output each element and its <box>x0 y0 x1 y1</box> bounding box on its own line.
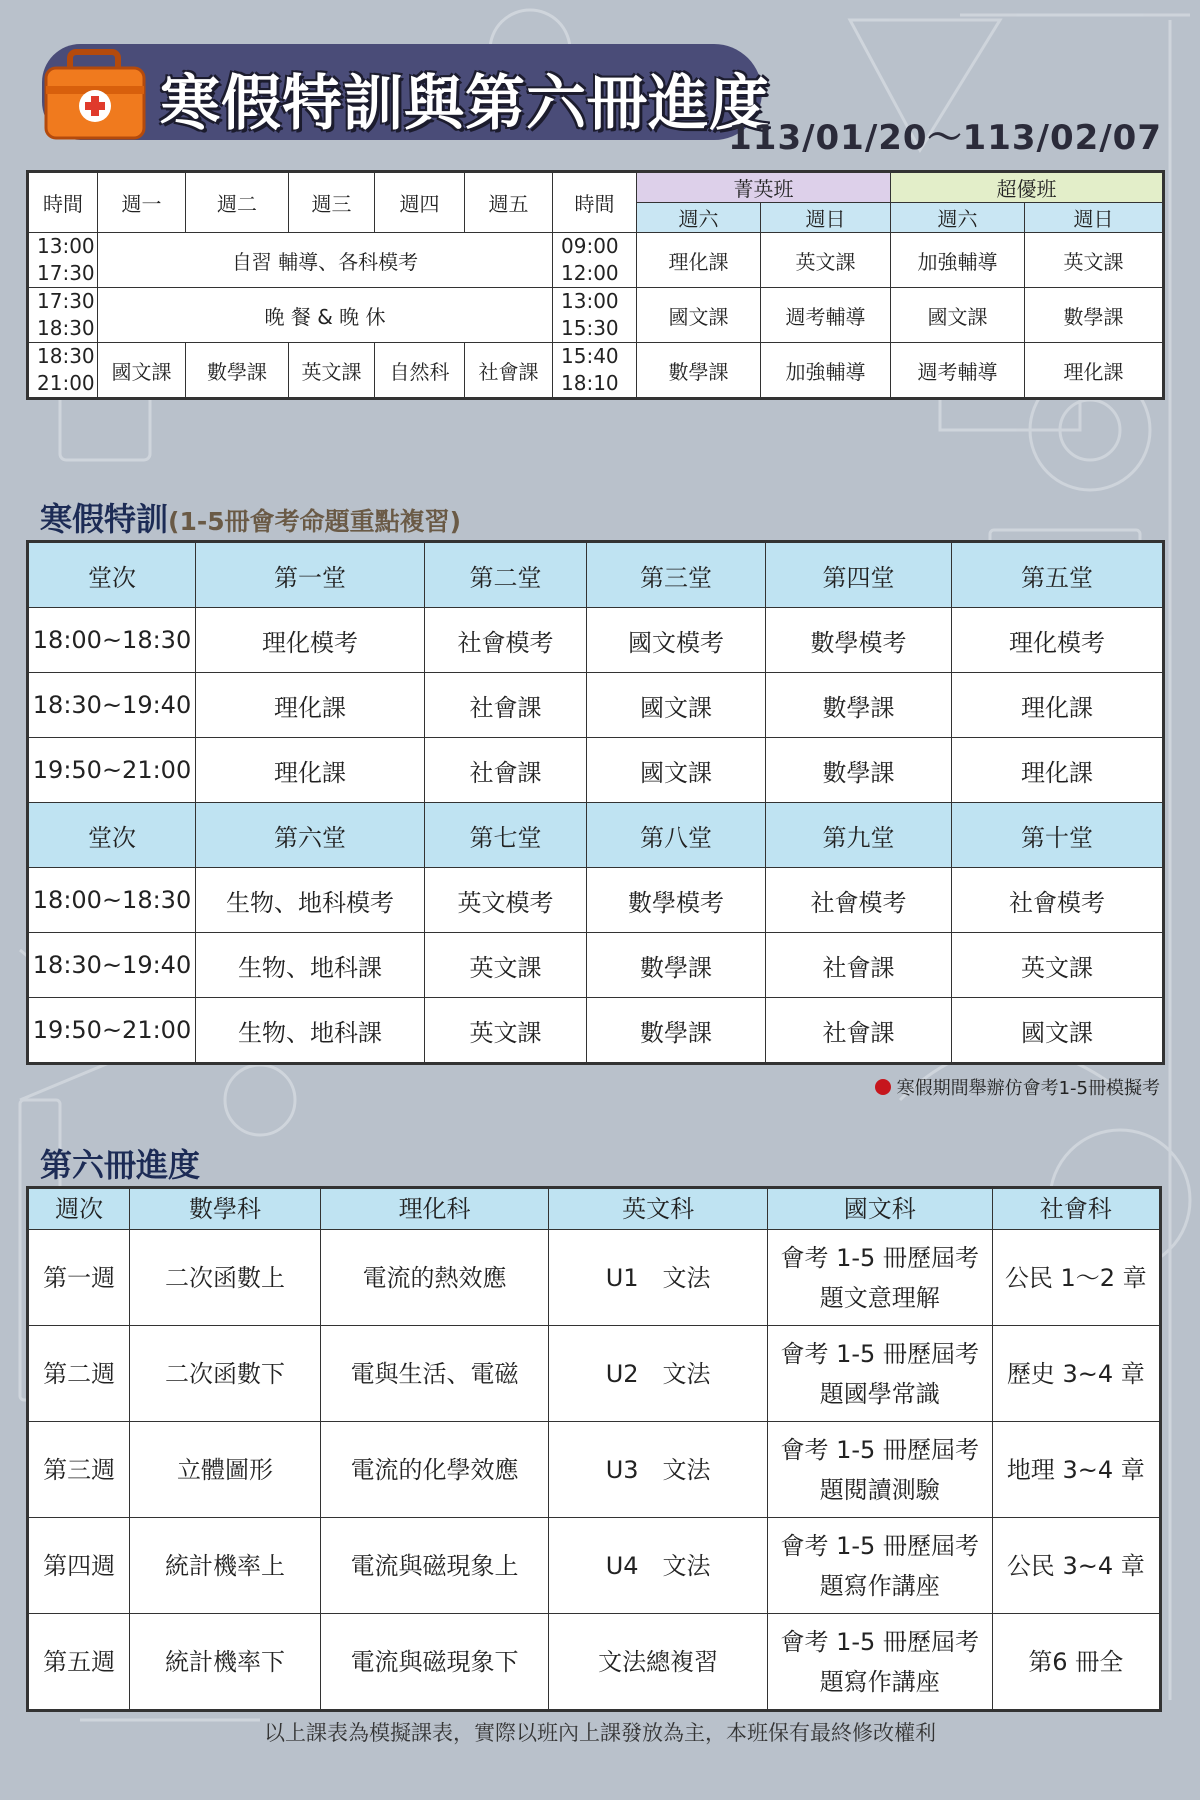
header-cell: 第六堂 <box>196 803 425 868</box>
table-row <box>28 738 1164 803</box>
schedule-cell: 英文課 <box>1025 233 1164 288</box>
table-cell: 社會課 <box>425 738 587 803</box>
class-b-header: 超優班 <box>891 172 1164 203</box>
table-cell: 地理 3~4 章 <box>992 1422 1160 1518</box>
table-cell: 英文課 <box>425 998 587 1064</box>
sat-header: 週六 <box>637 203 761 233</box>
table-cell: 統計機率下 <box>130 1614 321 1711</box>
table-cell: 理化模考 <box>952 608 1164 673</box>
time-header: 時間 <box>28 172 98 233</box>
table-row <box>28 1518 1161 1614</box>
header-cell: 第八堂 <box>587 803 766 868</box>
table-row <box>28 1422 1161 1518</box>
footer-disclaimer: 以上課表為模擬課表，實際以班內上課發放為主，本班保有最終修改權利 <box>264 1721 936 1745</box>
schedule-cell: 英文課 <box>761 233 891 288</box>
table-cell: 歷史 3~4 章 <box>992 1326 1160 1422</box>
table-cell: 理化課 <box>196 738 425 803</box>
time-cell: 17:30 18:30 <box>28 288 98 343</box>
schedule-cell: 國文課 <box>98 343 186 399</box>
class-a-header: 菁英班 <box>637 172 891 203</box>
table-cell: 國文課 <box>952 998 1164 1064</box>
table-cell: 國文模考 <box>587 608 766 673</box>
table-cell: 立體圖形 <box>130 1422 321 1518</box>
header-cell: 國文科 <box>767 1188 992 1230</box>
table-cell: 19:50~21:00 <box>28 738 196 803</box>
header-cell: 第九堂 <box>766 803 952 868</box>
table-header-row <box>28 1188 1161 1230</box>
table-cell: 英文課 <box>952 933 1164 998</box>
mock-exam-note <box>875 1074 1160 1100</box>
table-cell: 18:00~18:30 <box>28 868 196 933</box>
table-cell: 電流的熱效應 <box>320 1230 549 1326</box>
table-cell: 電流與磁現象上 <box>320 1518 549 1614</box>
table-cell: 理化模考 <box>196 608 425 673</box>
table-cell: 18:00~18:30 <box>28 608 196 673</box>
header-cell: 社會科 <box>992 1188 1160 1230</box>
table-cell: 第四週 <box>28 1518 130 1614</box>
table-cell: 第6 冊全 <box>992 1614 1160 1711</box>
table-cell: 會考 1-5 冊歷屆考 題寫作講座 <box>767 1518 992 1614</box>
table-cell: 電與生活、電磁 <box>320 1326 549 1422</box>
table-cell: 第三週 <box>28 1422 130 1518</box>
schedule-cell: 理化課 <box>1025 343 1164 399</box>
note-text: 寒假期間舉辦仿會考1-5冊模擬考 <box>896 1078 1160 1099</box>
time-cell: 13:00 17:30 <box>28 233 98 288</box>
table-row <box>28 998 1164 1064</box>
table-cell: 理化課 <box>952 673 1164 738</box>
time-cell: 09:00 12:00 <box>553 233 637 288</box>
table-row <box>28 608 1164 673</box>
weekday-header: 週一 <box>98 172 186 233</box>
schedule-cell: 數學課 <box>637 343 761 399</box>
schedule-cell: 加強輔導 <box>761 343 891 399</box>
header-cell: 英文科 <box>549 1188 768 1230</box>
table-row <box>28 868 1164 933</box>
progress-table <box>26 1186 1162 1712</box>
merged-cell: 晚 餐 & 晚 休 <box>98 288 553 343</box>
weekday-header: 週二 <box>186 172 289 233</box>
table-cell: 數學模考 <box>766 608 952 673</box>
header-cell: 第二堂 <box>425 542 587 608</box>
sun-header: 週日 <box>761 203 891 233</box>
table-cell: 生物、地科課 <box>196 998 425 1064</box>
table-cell: 公民 1～2 章 <box>992 1230 1160 1326</box>
first-aid-kit-icon <box>40 48 150 143</box>
table-cell: 二次函數下 <box>130 1326 321 1422</box>
header-cell: 週次 <box>28 1188 130 1230</box>
table-cell: 數學模考 <box>587 868 766 933</box>
table-cell: 數學課 <box>587 998 766 1064</box>
table-row <box>28 1230 1161 1326</box>
progress-section-title: 第六冊進度 <box>40 1146 201 1184</box>
winter-table <box>26 540 1165 1065</box>
table-cell: 19:50~21:00 <box>28 998 196 1064</box>
header-cell: 第七堂 <box>425 803 587 868</box>
date-range: 113/01/20～113/02/07 <box>728 118 1162 158</box>
sun-header: 週日 <box>1025 203 1164 233</box>
weekly-schedule-table <box>26 170 1165 400</box>
time-cell: 13:00 15:30 <box>553 288 637 343</box>
table-cell: 第二週 <box>28 1326 130 1422</box>
schedule-cell: 國文課 <box>891 288 1025 343</box>
table-cell: 生物、地科課 <box>196 933 425 998</box>
table-cell: U3 文法 <box>549 1422 768 1518</box>
table-cell: 會考 1-5 冊歷屆考 題國學常識 <box>767 1326 992 1422</box>
table-cell: 18:30~19:40 <box>28 673 196 738</box>
table-row <box>28 1326 1161 1422</box>
table-header-row <box>28 803 1164 868</box>
table-cell: 理化課 <box>952 738 1164 803</box>
header-cell: 第四堂 <box>766 542 952 608</box>
table-cell: 社會模考 <box>952 868 1164 933</box>
time-cell: 18:30 21:00 <box>28 343 98 399</box>
header-cell: 第十堂 <box>952 803 1164 868</box>
table-cell: 理化課 <box>196 673 425 738</box>
weekday-header: 週四 <box>375 172 465 233</box>
schedule-cell: 社會課 <box>465 343 553 399</box>
header-cell: 第五堂 <box>952 542 1164 608</box>
table-cell: 電流與磁現象下 <box>320 1614 549 1711</box>
weekday-header: 週五 <box>465 172 553 233</box>
table-cell: 統計機率上 <box>130 1518 321 1614</box>
table-row <box>28 673 1164 738</box>
header-cell: 第三堂 <box>587 542 766 608</box>
table-cell: 英文課 <box>425 933 587 998</box>
header-cell: 堂次 <box>28 542 196 608</box>
table-cell: 數學課 <box>766 738 952 803</box>
schedule-cell: 數學課 <box>186 343 289 399</box>
header-cell: 數學科 <box>130 1188 321 1230</box>
red-dot-icon <box>875 1079 891 1095</box>
table-cell: 社會模考 <box>766 868 952 933</box>
sat-header: 週六 <box>891 203 1025 233</box>
table-cell: 國文課 <box>587 738 766 803</box>
table-cell: 公民 3~4 章 <box>992 1518 1160 1614</box>
table-cell: U2 文法 <box>549 1326 768 1422</box>
table-cell: 社會課 <box>425 673 587 738</box>
table-header-row <box>28 542 1164 608</box>
schedule-cell: 國文課 <box>637 288 761 343</box>
table-cell: 數學課 <box>766 673 952 738</box>
header-cell: 理化科 <box>320 1188 549 1230</box>
table-cell: 會考 1-5 冊歷屆考 題閱讀測驗 <box>767 1422 992 1518</box>
time-header-right: 時間 <box>553 172 637 233</box>
table-cell: 第一週 <box>28 1230 130 1326</box>
schedule-cell: 數學課 <box>1025 288 1164 343</box>
winter-section-subtitle: (1-5冊會考命題重點複習) <box>168 507 462 536</box>
time-cell: 15:40 18:10 <box>553 343 637 399</box>
table-cell: 第五週 <box>28 1614 130 1711</box>
table-cell: 18:30~19:40 <box>28 933 196 998</box>
table-cell: U4 文法 <box>549 1518 768 1614</box>
table-cell: 電流的化學效應 <box>320 1422 549 1518</box>
schedule-cell: 加強輔導 <box>891 233 1025 288</box>
table-cell: 社會模考 <box>425 608 587 673</box>
table-cell: 會考 1-5 冊歷屆考 題寫作講座 <box>767 1614 992 1711</box>
table-cell: U1 文法 <box>549 1230 768 1326</box>
schedule-cell: 週考輔導 <box>761 288 891 343</box>
table-cell: 數學課 <box>587 933 766 998</box>
winter-section-title: 寒假特訓(1-5冊會考命題重點複習) <box>40 500 462 538</box>
page-title: 寒假特訓與第六冊進度 <box>160 69 770 139</box>
table-cell: 社會課 <box>766 998 952 1064</box>
header-cell: 第一堂 <box>196 542 425 608</box>
schedule-cell: 理化課 <box>637 233 761 288</box>
table-cell: 會考 1-5 冊歷屆考 題文意理解 <box>767 1230 992 1326</box>
table-cell: 二次函數上 <box>130 1230 321 1326</box>
schedule-cell: 週考輔導 <box>891 343 1025 399</box>
schedule-cell: 自然科 <box>375 343 465 399</box>
table-row <box>28 933 1164 998</box>
header-cell: 堂次 <box>28 803 196 868</box>
table-cell: 生物、地科模考 <box>196 868 425 933</box>
schedule-cell: 英文課 <box>289 343 375 399</box>
merged-cell: 自習 輔導、各科模考 <box>98 233 553 288</box>
table-cell: 國文課 <box>587 673 766 738</box>
table-cell: 文法總複習 <box>549 1614 768 1711</box>
table-row <box>28 1614 1161 1711</box>
table-cell: 社會課 <box>766 933 952 998</box>
table-cell: 英文模考 <box>425 868 587 933</box>
weekday-header: 週三 <box>289 172 375 233</box>
